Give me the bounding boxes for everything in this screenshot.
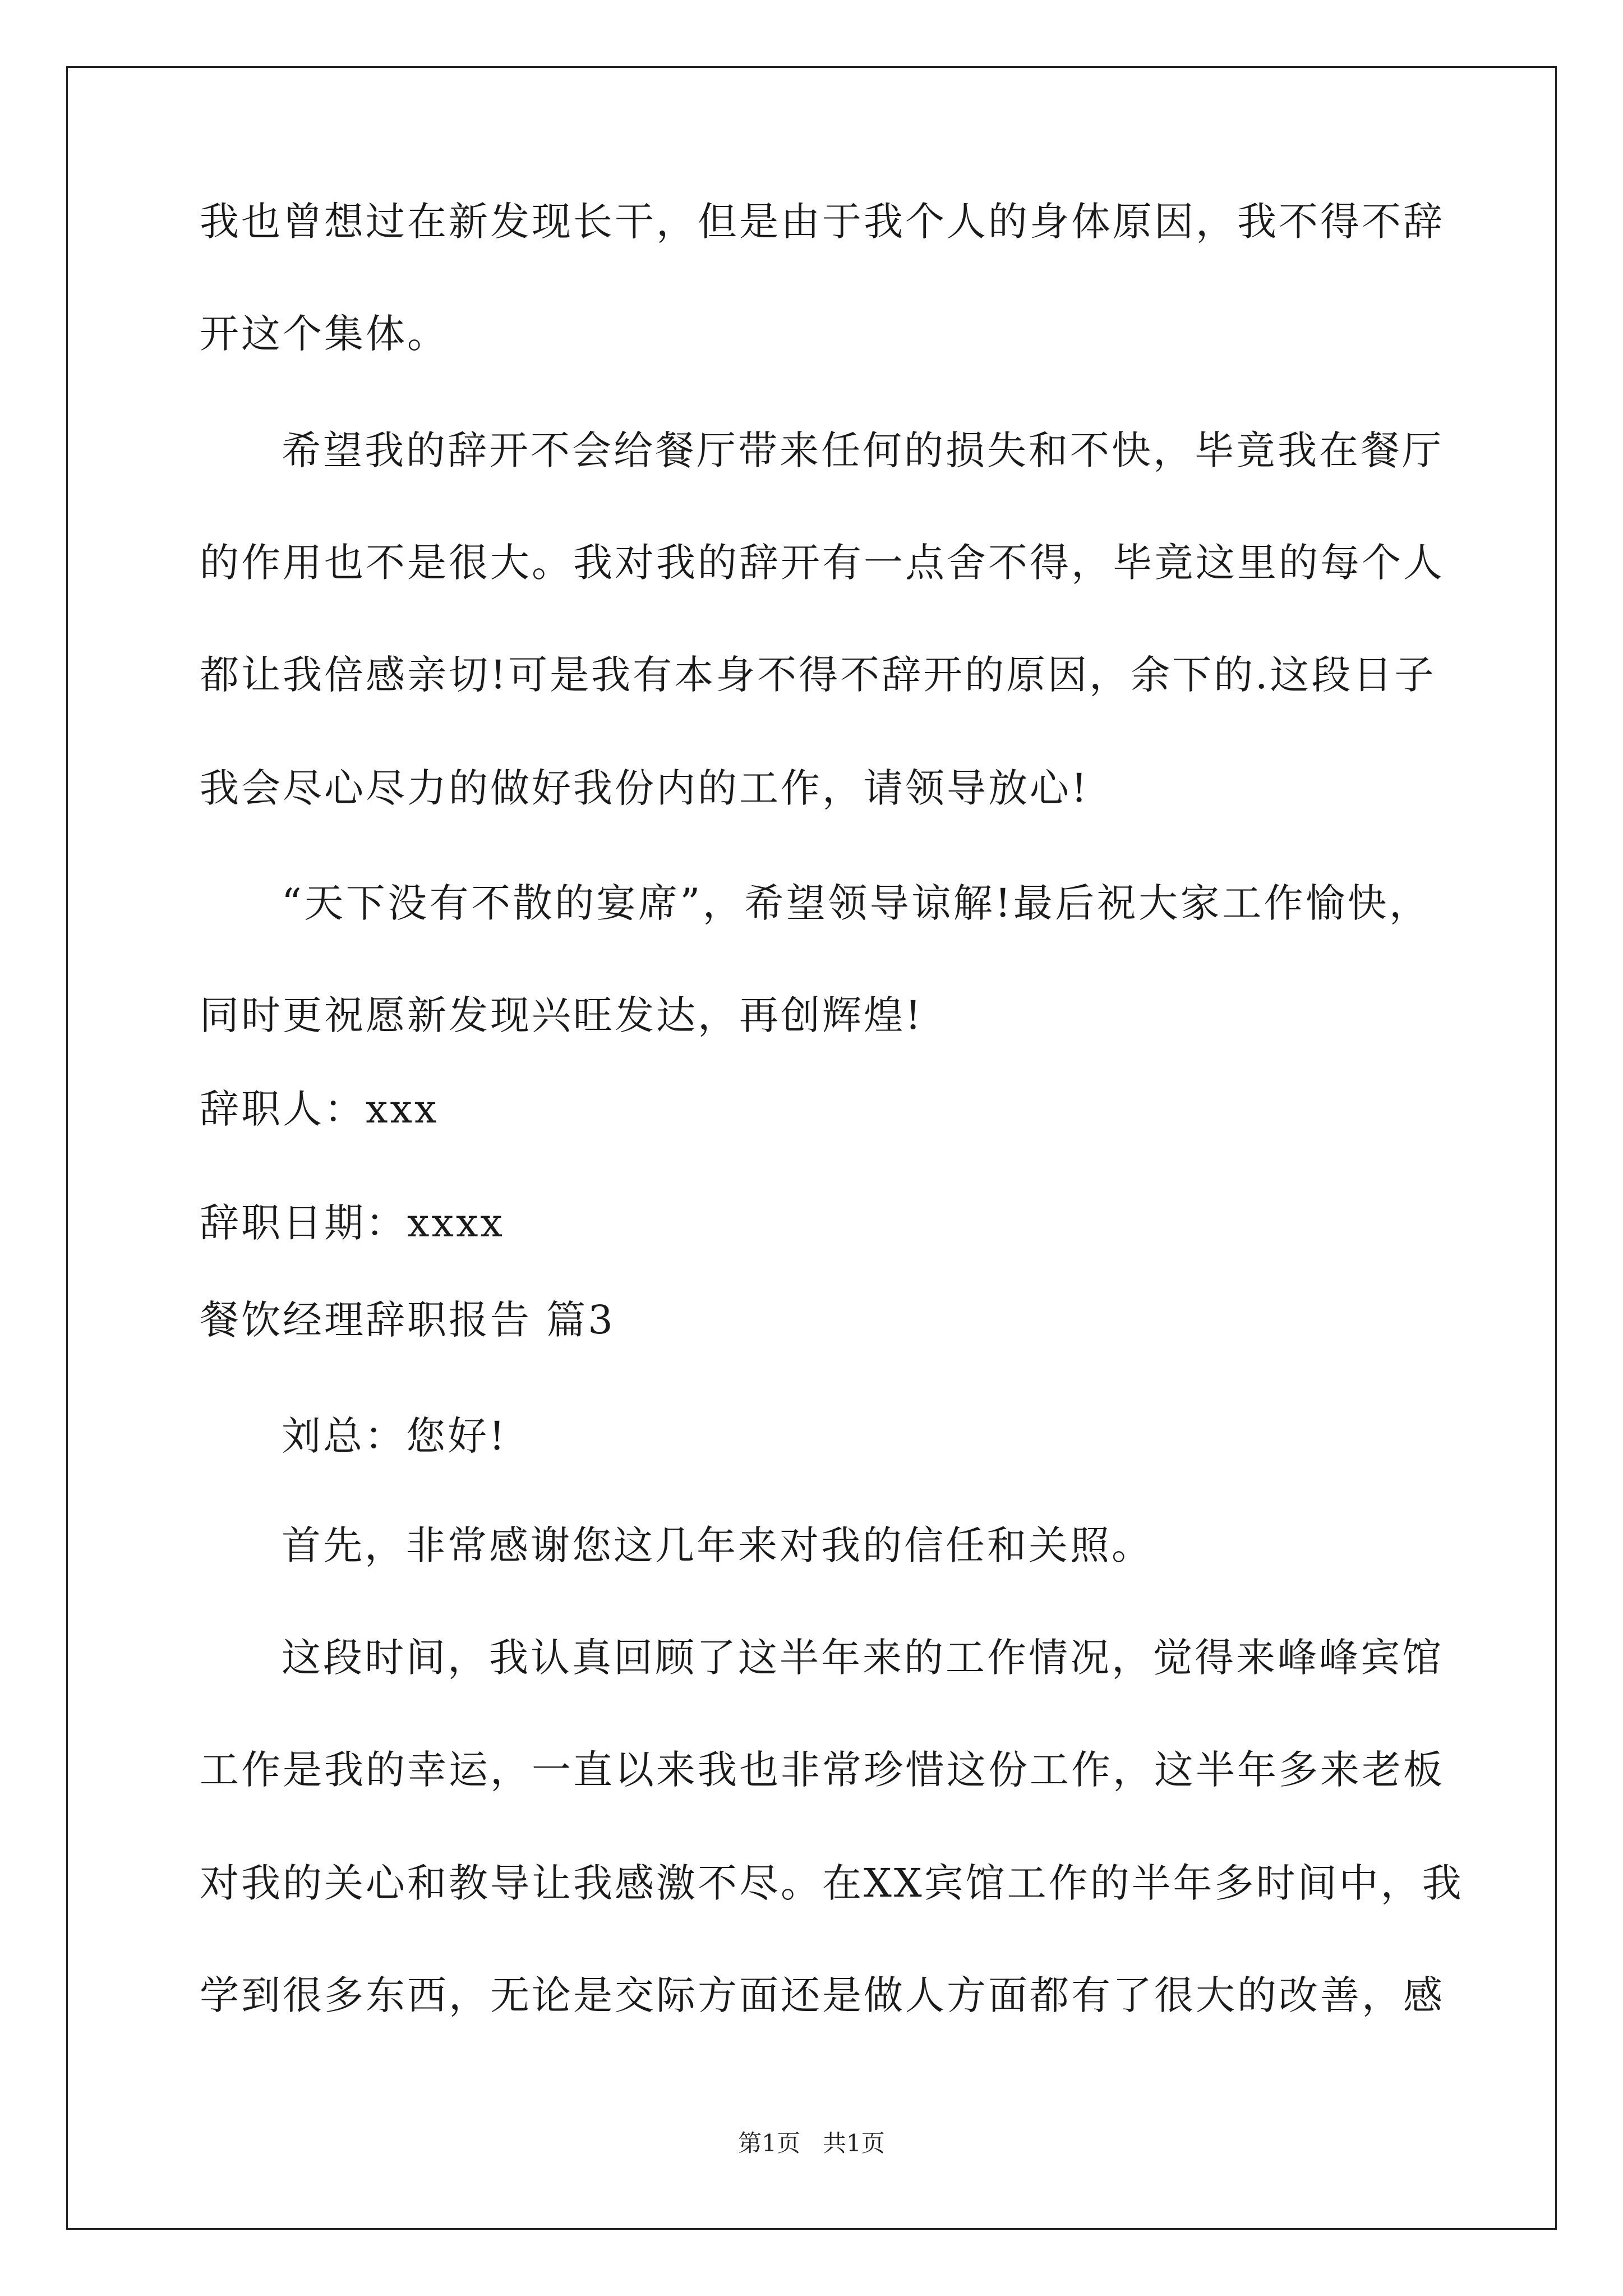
body-line: 工作是我的幸运，一直以来我也非常珍惜这份工作，这半年多来老板 bbox=[200, 1747, 1445, 1793]
body-line: “天下没有不散的宴席”，希望领导谅解!最后祝大家工作愉快， bbox=[282, 880, 1431, 926]
body-line: 首先，非常感谢您这几年来对我的信任和关照。 bbox=[282, 1522, 1153, 1568]
body-line: 学到很多东西，无论是交际方面还是做人方面都有了很大的改善，感 bbox=[200, 1972, 1445, 2018]
body-line: 开这个集体。 bbox=[200, 311, 449, 357]
page-footer: 第1页 共1页 bbox=[738, 2129, 885, 2157]
body-line: 这段时间，我认真回顾了这半年来的工作情况，觉得来峰峰宾馆 bbox=[282, 1635, 1444, 1681]
body-line: 都让我倍感亲切!可是我有本身不得不辞开的原因，余下的.这段日子 bbox=[200, 652, 1436, 698]
salutation: 刘总：您好! bbox=[282, 1413, 508, 1459]
body-line: 我会尽心尽力的做好我份内的工作，请领导放心! bbox=[200, 765, 1090, 811]
body-line: 希望我的辞开不会给餐厅带来任何的损失和不快，毕竟我在餐厅 bbox=[282, 427, 1444, 473]
signer-line: 辞职人：xxx bbox=[200, 1086, 439, 1132]
body-line: 同时更祝愿新发现兴旺发达，再创辉煌! bbox=[200, 992, 924, 1038]
body-line: 对我的关心和教导让我感激不尽。在XX宾馆工作的半年多时间中，我 bbox=[200, 1860, 1464, 1906]
date-line: 辞职日期：xxxx bbox=[200, 1200, 505, 1246]
body-line: 我也曾想过在新发现长干，但是由于我个人的身体原因，我不得不辞 bbox=[200, 199, 1445, 245]
section-heading: 餐饮经理辞职报告 篇3 bbox=[200, 1297, 615, 1343]
body-line: 的作用也不是很大。我对我的辞开有一点舍不得，毕竟这里的每个人 bbox=[200, 540, 1445, 586]
